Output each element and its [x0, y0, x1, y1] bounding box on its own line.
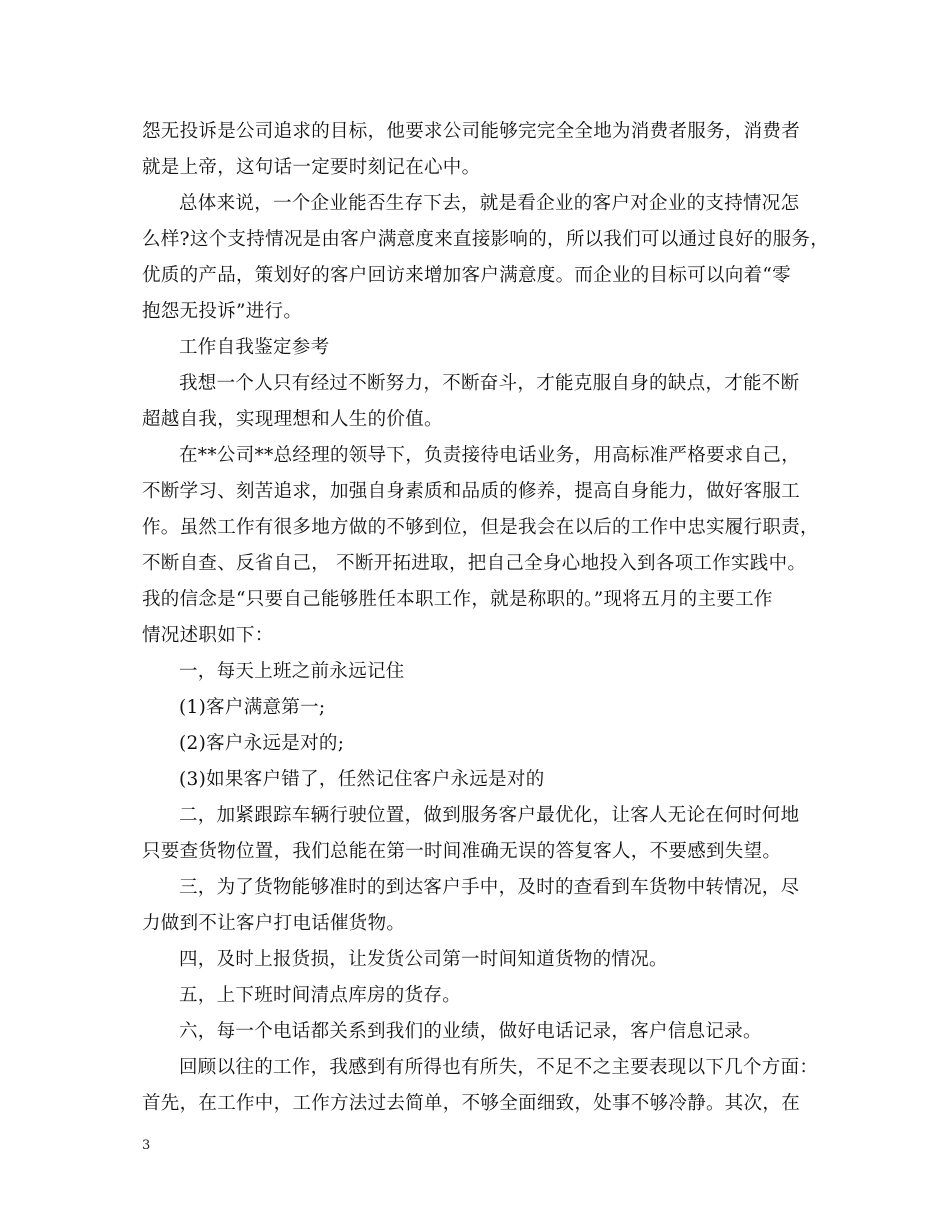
text-line: 抱怨无投诉”进行。	[142, 301, 303, 322]
text-line: 工作自我鉴定参考	[179, 337, 330, 358]
text-line: (2)客户永远是对的;	[179, 733, 345, 754]
text-line: (1)客户满意第一;	[179, 697, 326, 718]
text-line: 回顾以往的工作，我感到有所得也有所失，不足不之主要表现以下几个方面：	[179, 1057, 819, 1078]
text-line: 只要查货物位置，我们总能在第一时间准确无误的答复客人，不要感到失望。	[142, 841, 782, 862]
text-line: 优质的产品，策划好的客户回访来增加客户满意度。而企业的目标可以向着“零	[142, 265, 791, 286]
text-line: 情况述职如下：	[142, 625, 274, 646]
text-line: 在**公司**总经理的领导下，负责接待电话业务，用高标准严格要求自己，	[179, 445, 801, 466]
text-line: 二，加紧跟踪车辆行驶位置，做到服务客户最优化，让客人无论在何时何地	[179, 805, 800, 826]
document-body	[142, 114, 830, 1122]
text-line: 我想一个人只有经过不断努力，不断奋斗，才能克服自身的缺点，才能不断	[179, 373, 800, 394]
text-line: 总体来说，一个企业能否生存下去，就是看企业的客户对企业的支持情况怎	[179, 193, 800, 214]
text-line: 首先，在工作中，工作方法过去简单，不够全面细致，处事不够冷静。其次，在	[142, 1093, 801, 1114]
text-line: 力做到不让客户打电话催货物。	[142, 913, 406, 934]
text-line: 三，为了货物能够准时的到达客户手中，及时的查看到车货物中转情况，尽	[179, 877, 800, 898]
text-line: 四，及时上报货损，让发货公司第一时间知道货物的情况。	[179, 949, 668, 970]
text-line: 不断自查、反省自己， 不断开拓进取，把自己全身心地投入到各项工作实践中。	[142, 553, 807, 574]
text-line: 作。虽然工作有很多地方做的不够到位，但是我会在以后的工作中忠实履行职责，	[142, 517, 819, 538]
text-line: 一，每天上班之前永远记住	[179, 661, 405, 682]
text-line: 五，上下班时间清点库房的货存。	[179, 985, 462, 1006]
text-line: 么样?这个支持情况是由客户满意度来直接影响的，所以我们可以通过良好的服务，	[142, 229, 830, 250]
text-line: (3)如果客户错了，任然记住客户永远是对的	[179, 769, 545, 790]
page-number: 3	[142, 1138, 151, 1153]
text-line: 我的信念是“只要自己能够胜任本职工作，就是称职的。”现将五月的主要工作	[142, 589, 773, 610]
text-line: 怨无投诉是公司追求的目标，他要求公司能够完完全全地为消费者服务，消费者	[142, 121, 801, 142]
text-line: 超越自我，实现理想和人生的价值。	[142, 409, 443, 430]
text-line: 不断学习、刻苦追求，加强自身素质和品质的修养，提高自身能力，做好客服工	[142, 481, 801, 502]
text-line: 就是上帝，这句话一定要时刻记在心中。	[142, 157, 481, 178]
text-line: 六，每一个电话都关系到我们的业绩，做好电话记录，客户信息记录。	[179, 1021, 762, 1042]
